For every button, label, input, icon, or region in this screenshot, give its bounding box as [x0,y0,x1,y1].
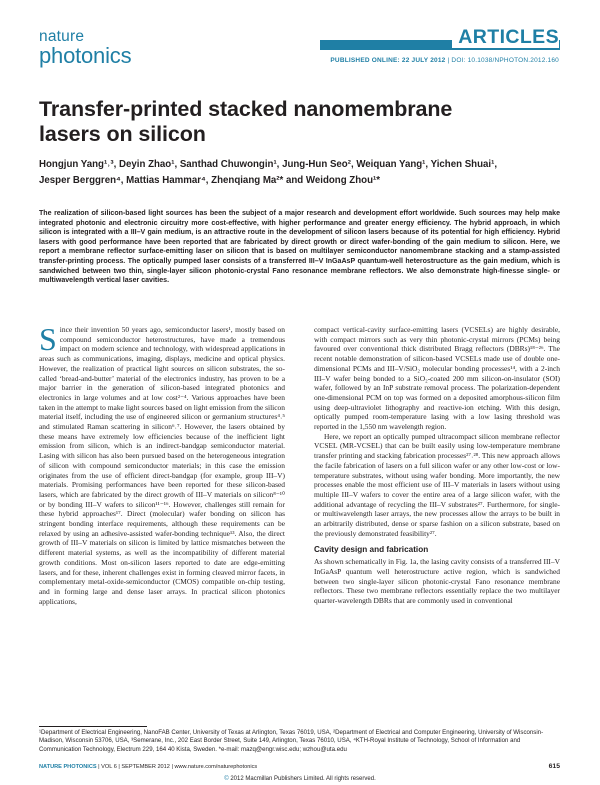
copyright-symbol: © [224,776,229,782]
authors-line-2: Jesper Berggren⁴, Mattias Hammar⁴, Zhenqiang Ma²* and Weidong Zhou¹* [39,174,380,186]
page-footer [39,764,560,770]
paragraph-intro: ince their invention 50 years ago, semiconductor lasers¹, mostly based on compound semiconductor heterostructures, have made a tremendous impact on modern science and technology, with widespread applications in areas such as communications, imaging, displays, medicine and optical physics. However, the realization of practical light sources on silicon substrates, the so-called ‘bread-and-butter’ material of the electronics industry, has proven to be a major barrier in the generation of silicon-based integrated photonics and electronics in large volumes and at low cost²⁻⁴. Various approaches have been taken in the attempt to make light sources based on light emission from the silicon material itself, including the use of engineered silicon or germanium structures⁴˒⁵ and stimulated Raman scattering in silicon⁶˒⁷. However, the lasers obtained by these means have extremely low efficiencies because of the inefficient light emission from silicon, which is an indirect-bandgap semiconductor material. Lasing with silicon has also been pursued based on the heterogeneous integration of silicon with compound semiconductor materials; in this case the emission originates from the use of efficient direct-bandgap (for example, group III–V) materials. Promising performances have been reported for these silicon-based lasers, which are fabricated by the direct growth of III–V materials on silicon⁸⁻¹⁰ or by bonding III–V wafers to silicon¹¹⁻¹⁶. However, challenges still remain for these hybrid approaches¹⁷. Direct (molecular) wafer bonding on silicon has stringent bonding interface requirements, although these requirements can be relaxed by using an adhesive-assisted wafer-bonding technique¹³. Also, the direct growth of III–V materials on silicon is limited by lattice mismatches between the different material systems, as well as the incompatibility of different material growth conditions. Most on-silicon lasers reported to date are edge-emitting lasers, and for these, inherent challenges exist in forming cleaved mirror facets, in complementary metal-oxide-semiconductor (CMOS) compatible on-chip testing, and in forming large and dense laser arrays. In practical silicon photonics applications, [39,325,285,606]
paragraph-cavity: As shown schematically in Fig. 1a, the lasing cavity consists of a transferred III–V InGaAsP quantum well heterostructure active region, which is sandwiched between two single-layer silicon photonic-crystal Fano resonance membrane reflectors. These two membrane reflectors essentially replace the two multilayer quarter-wavelength DBRs that are commonly used in conventional [314,557,560,605]
footnote-divider [39,726,147,727]
pub-separator: | [447,57,450,64]
copyright-text: 2012 Macmillan Publishers Limited. All rights reserved. [228,776,376,782]
publication-info [330,57,559,64]
body-column-right [314,325,560,606]
author-list [39,157,559,188]
authors-line-1: Hongjun Yang¹˒³, Deyin Zhao¹, Santhad Chuwongin¹, Jung-Hun Seo², Weiquan Yang¹, Yichen Shuai¹, [39,159,498,170]
journal-logo[interactable] [39,29,131,67]
abstract: The realization of silicon-based light sources has been the subject of a major research and development effort worldwide. Such sources may help make integrated photonic and electronic circuitry more cost-effective, with higher performance and greater energy efficiency. The hybrid approach, in which silicon is integrated with a III–V gain medium, is an attractive route in the development of silicon lasers because of its potential for high efficiency. Hybrid lasers with good performance have been reported that are fabricated by direct growth or direct wafer-bonding of the gain medium to silicon. Here, we report a membrane reflector surface-emitting laser on silicon that is based on multilayer semiconductor nanomembrane stacking and a stamp-assisted transfer-printing process. The optically pumped laser consists of a transferred III–V InGaAsP quantum-well heterostructure as the gain medium, which is sandwiched between two thin, single-layer silicon photonic-crystal Fano resonance membrane reflectors. We also demonstrate high-finesse single- or multiwavelength vertical laser cavities. [39,210,560,285]
affiliations-footnote: ¹Department of Electrical Engineering, NanoFAB Center, University of Texas at Arlington, Texas 76019, USA, ²Department of Electrical and Computer Engineering, University of Wisconsin-Madison, Wisconsin 53706, USA, ³Semerane, Inc., 202 East Border Street, Suite 149, Arlington, Texas 76010, USA, ⁴KTH-Royal Institute of Technology, School of Information and Communication Technology, Electrum 229, 164 40 Kista, Sweden. *e-mail: mazq@engr.wisc.edu; wzhou@uta.edu [39,729,544,753]
paragraph-vcsel: compact vertical-cavity surface-emitting lasers (VCSELs) are highly desirable, with compact mirrors such as very thin photonic-crystal mirrors (PCMs) being favoured over conventional thick distributed Bragg reflectors (DBRs)¹⁸⁻²⁶. The recent notable demonstration of silicon-based VCSELs made use of double one-dimensional PCMs and III–V/SiO₂ molecular bonding processes¹⁴, with a 2-inch III–V wafer being bonded to a SiO₂-coated 200 mm silicon-on-insulator (SOI) wafer, followed by an InP substrate removal process. The polarization-dependent one-dimensional PCM on top was formed on a deposited amorphous-silicon film using deep-ultraviolet lithography and reactive-ion etching. With this design, optically pumped room-temperature lasing with a low lasing threshold was reported in the 1,550 nm wavelength region. [314,325,560,432]
copyright-notice [0,776,600,782]
page-number: 615 [548,763,560,770]
drop-cap: S [39,321,57,357]
doi[interactable]: DOI: 10.1038/NPHOTON.2012.160 [451,57,559,64]
paragraph-report: Here, we report an optically pumped ultracompact silicon membrane reflector VCSEL (MR-VCSEL) that can be built easily using low-temperature membrane transfer printing and stacking fabrication processes²⁷˒²⁸. This new approach allows the facile fabrication of lasers on a full silicon wafer or any other low-cost or low-temperature substrates, without using wafer bonding. More importantly, the new processes enable the most efficient use of III–V materials in lasers without using multiple III–V wafers to cover the entire area of a large silicon wafer, with the additional advantage of recycling the III–V substrates²⁷. Furthermore, for single- or multiwavelength laser arrays, the new processes allow the arrays to be built in an arbitrarily distributed, dense or sparse fashion on a silicon substrate, based on the previously demonstrated feasibility²⁷. [314,431,560,538]
footer-journal: NATURE PHOTONICS [39,764,97,770]
logo-line-photonics: photonics [39,42,132,68]
published-date: PUBLISHED ONLINE: 22 JULY 2012 [330,57,446,64]
footer-issue[interactable]: | VOL 6 | SEPTEMBER 2012 | www.nature.com/naturephotonics [98,764,258,770]
section-label: ARTICLES [452,28,559,48]
section-heading-cavity: Cavity design and fabrication [314,545,429,555]
logo-line-nature: nature [39,28,85,45]
body-column-left [39,321,285,606]
article-title: Transfer-printed stacked nanomembrane lasers on silicon [39,97,453,146]
